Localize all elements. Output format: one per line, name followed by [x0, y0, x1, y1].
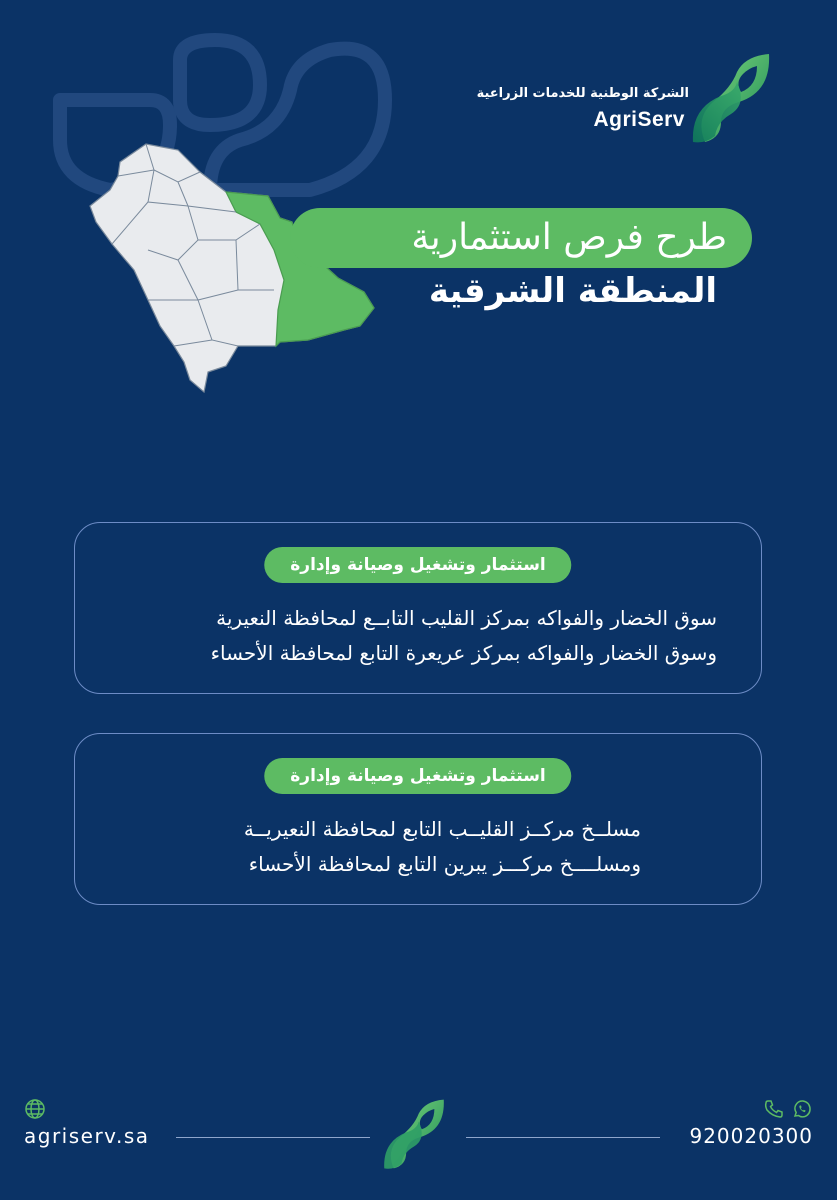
- agriserv-footer-logo-icon: [378, 1098, 450, 1170]
- brand-english-name: AgriServ: [593, 108, 685, 131]
- footer-divider: [466, 1137, 660, 1138]
- opportunity-line: وسوق الخضار والفواكه بمركز عريعرة التابع لمحافظة الأحساء: [210, 641, 717, 665]
- opportunity-description: [75, 812, 641, 882]
- opportunity-card-1: [74, 522, 762, 694]
- opportunity-line: ومسلــــخ مركـــز يبرين التابع لمحافظة الأحساء: [248, 852, 641, 876]
- globe-icon: [24, 1098, 46, 1120]
- phone-icon[interactable]: [764, 1099, 784, 1119]
- opportunity-type-badge: استثمار وتشغيل وصيانة وإدارة: [264, 758, 571, 794]
- website-link[interactable]: agriserv.sa: [24, 1124, 150, 1148]
- opportunity-type-badge: استثمار وتشغيل وصيانة وإدارة: [264, 547, 571, 583]
- footer-divider: [176, 1137, 370, 1138]
- page-subtitle-region: المنطقة الشرقية: [428, 271, 717, 311]
- brand-arabic-name: الشركة الوطنية للخدمات الزراعية: [476, 86, 689, 101]
- opportunity-line: مسلــخ مركــز القليــب التابع لمحافظة النعيريــة: [243, 817, 641, 841]
- agriserv-logo-icon: [691, 52, 771, 144]
- phone-number[interactable]: 920020300: [689, 1124, 813, 1148]
- whatsapp-icon[interactable]: [791, 1098, 813, 1120]
- opportunity-description: [75, 601, 717, 671]
- brand-header: [476, 52, 817, 152]
- page-title: طرح فرص استثمارية: [411, 217, 727, 258]
- opportunity-line: سوق الخضار والفواكه بمركز القليب التابــع لمحافظة النعيرية: [216, 606, 717, 630]
- opportunity-card-2: [74, 733, 762, 905]
